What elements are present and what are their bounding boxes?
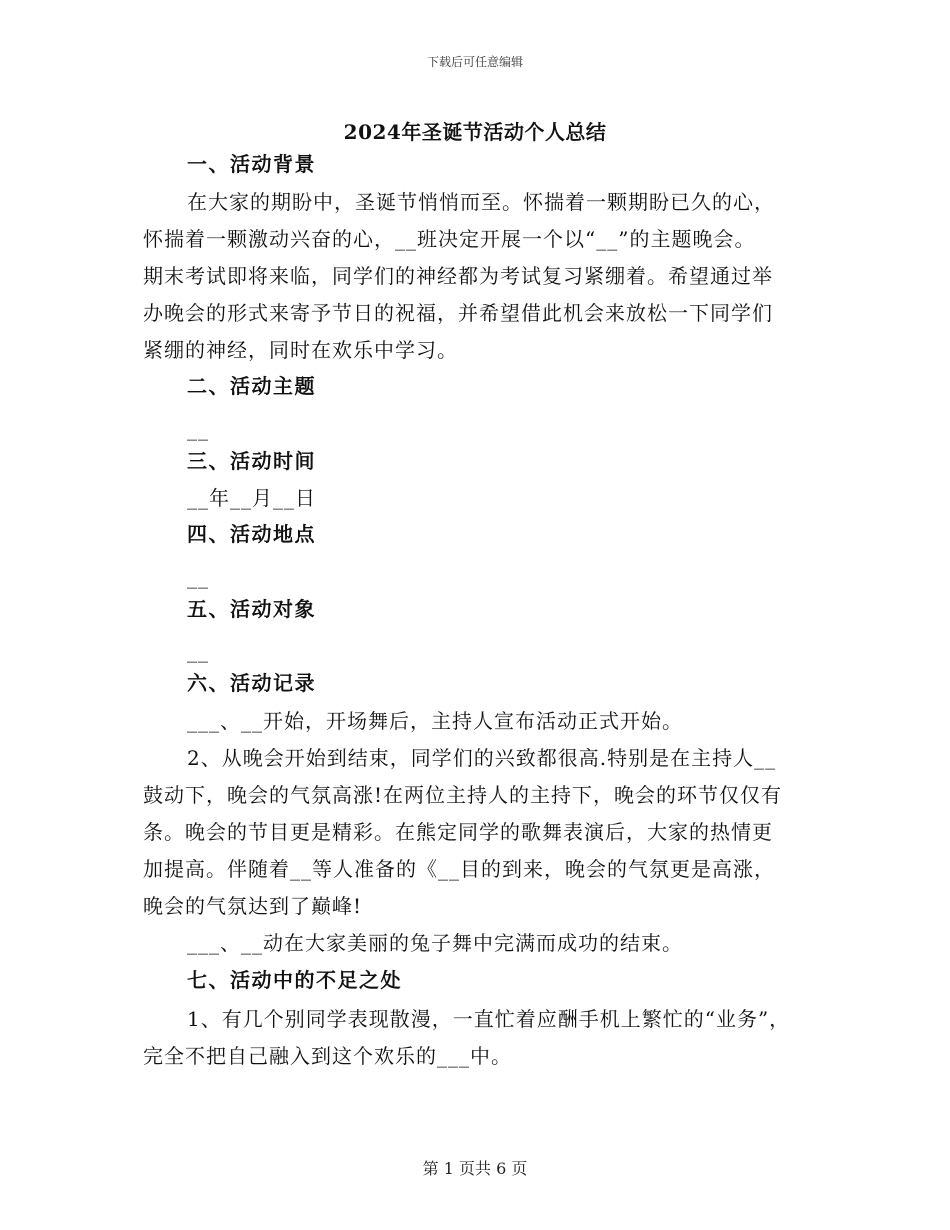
paragraph-line: 怀揣着一颗激动兴奋的心，__班决定开展一个以“__”的主题晚会。: [143, 227, 756, 251]
blank-value: __: [187, 565, 209, 589]
paragraph-line: 在大家的期盼中，圣诞节悄悄而至。怀揣着一颗期盼已久的心，: [187, 190, 775, 214]
paragraph-line: 2、从晚会开始到结束，同学们的兴致都很高.特别是在主持人__: [187, 746, 777, 770]
paragraph-line: 办晚会的形式来寄予节日的祝福，并希望借此机会来放松一下同学们: [143, 301, 773, 325]
section-heading-background: 一、活动背景: [187, 152, 316, 176]
section-heading-shortcomings: 七、活动中的不足之处: [187, 968, 402, 992]
date-value: __年__月__日: [187, 486, 316, 510]
paragraph-line: 紧绷的神经，同时在欢乐中学习。: [143, 338, 458, 362]
paragraph-line: 加提高。伴随着__等人准备的《__目的到来，晚会的气氛更是高涨，: [143, 857, 775, 881]
section-heading-theme: 二、活动主题: [187, 374, 316, 398]
paragraph-line: 条。晚会的节目更是精彩。在熊定同学的歌舞表演后，大家的热情更: [143, 820, 773, 844]
blank-value: __: [187, 417, 209, 441]
document-title: 2024年圣诞节活动个人总结: [343, 120, 607, 144]
paragraph-line: 晚会的气氛达到了巅峰!: [143, 894, 363, 918]
blank-value: __: [187, 639, 209, 663]
section-heading-time: 三、活动时间: [187, 449, 316, 473]
page-header: 下载后可任意编辑: [426, 55, 523, 69]
paragraph-line: ___、__动在大家美丽的兔子舞中完满而成功的结束。: [187, 931, 683, 955]
section-heading-audience: 五、活动对象: [187, 597, 316, 621]
section-heading-location: 四、活动地点: [187, 522, 316, 546]
paragraph-line: 完全不把自己融入到这个欢乐的___中。: [143, 1044, 512, 1068]
paragraph-line: 鼓动下，晚会的气氛高涨!在两位主持人的主持下，晚会的环节仅仅有: [143, 783, 783, 807]
page-number: 第 1 页共 6 页: [422, 1159, 528, 1178]
section-heading-record: 六、活动记录: [187, 671, 316, 695]
paragraph-line: 1、有几个别同学表现散漫，一直忙着应酬手机上繁忙的“业务”，: [187, 1007, 791, 1031]
paragraph-line: ___、__开始，开场舞后，主持人宣布活动正式开始。: [187, 709, 683, 733]
paragraph-line: 期末考试即将来临，同学们的神经都为考试复习紧绷着。希望通过举: [143, 264, 773, 288]
